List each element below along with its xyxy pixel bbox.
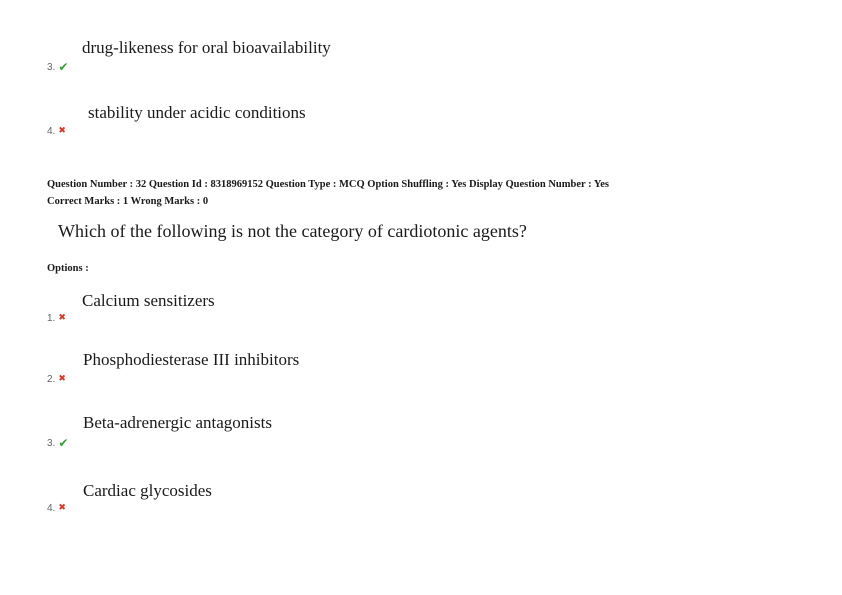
option-3-number bbox=[47, 437, 68, 449]
prev-option-3-number bbox=[47, 61, 68, 73]
option-2-number bbox=[47, 374, 66, 385]
prev-option-4-text: stability under acidic conditions bbox=[88, 103, 306, 122]
cross-icon: ✖ bbox=[58, 313, 66, 323]
option-2-text: Phosphodiesterase III inhibitors bbox=[83, 350, 300, 369]
cross-icon: ✖ bbox=[58, 374, 66, 384]
check-icon: ✔ bbox=[58, 60, 69, 74]
question-meta-line1: Question Number : 32 Question Id : 8318969152 Question Type : MCQ Option Shuffling : Yes Display Question Number : Yes bbox=[47, 179, 610, 190]
option-number: 4. bbox=[47, 503, 56, 514]
option-number: 2. bbox=[47, 374, 56, 385]
option-number: 1. bbox=[47, 313, 56, 324]
option-3-text: Beta-adrenergic antagonists bbox=[83, 413, 272, 432]
option-1-number bbox=[47, 313, 66, 324]
question-text: Which of the following is not the category of cardiotonic agents? bbox=[58, 221, 527, 241]
option-number: 3. bbox=[47, 437, 56, 449]
check-icon: ✔ bbox=[58, 436, 69, 450]
options-label: Options : bbox=[47, 263, 89, 274]
question-meta-line2: Correct Marks : 1 Wrong Marks : 0 bbox=[47, 196, 209, 207]
option-4-number bbox=[47, 503, 66, 514]
cross-icon: ✖ bbox=[58, 126, 66, 136]
option-number: 3. bbox=[47, 61, 56, 73]
prev-option-3-text: drug-likeness for oral bioavailability bbox=[82, 38, 331, 57]
option-4-text: Cardiac glycosides bbox=[83, 481, 212, 500]
cross-icon: ✖ bbox=[58, 503, 66, 513]
option-number: 4. bbox=[47, 126, 56, 137]
prev-option-4-number bbox=[47, 126, 66, 137]
option-1-text: Calcium sensitizers bbox=[82, 291, 215, 310]
